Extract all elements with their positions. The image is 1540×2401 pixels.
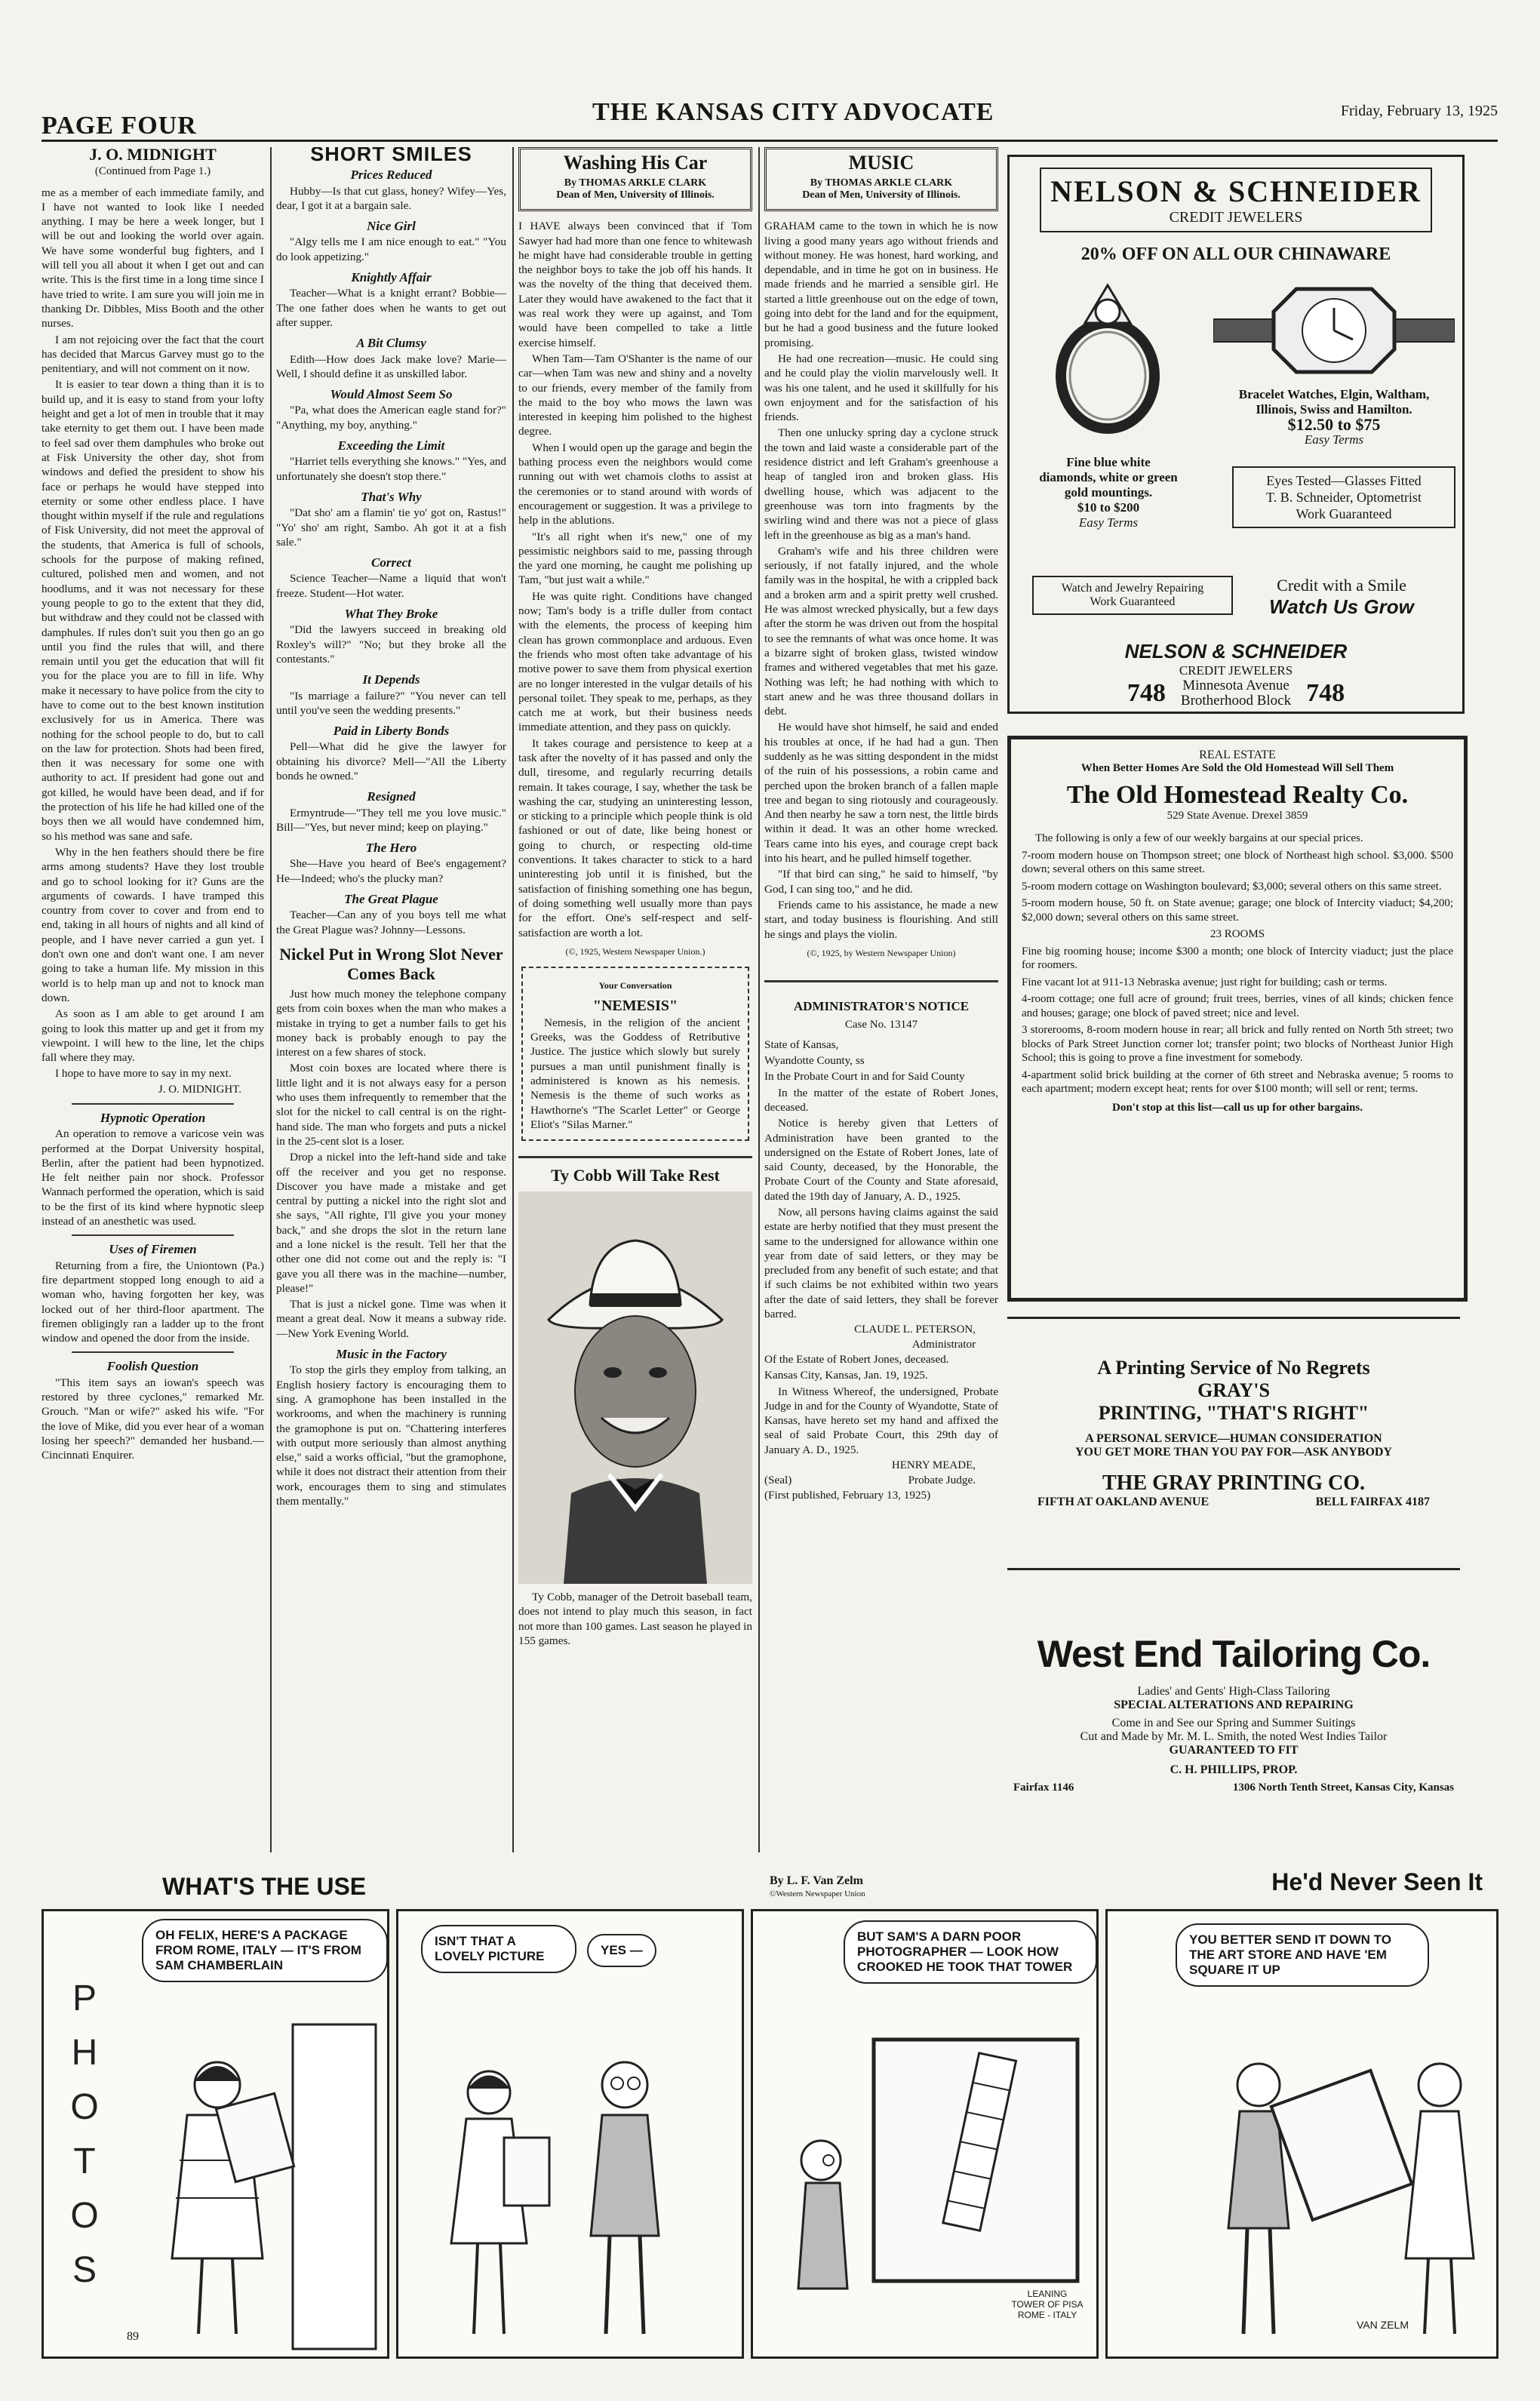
ad-gray-printing [1007,1317,1460,1570]
washing-car-paragraph: When Tam—Tam O'Shanter is the name of our car—when Tam was new and shiny and a novelty to our friends, every member of the family from the maid to the boy who mows the lawn was interested in keeping him polished to the highest degree. [518,352,752,438]
joke-title: Paid in Liberty Bonds [333,724,450,739]
joke-text: "Did the lawyers succeed in breaking old Roxley's will?" "No; but they broke all the contestants." [276,623,506,666]
column-washing-car [518,147,752,1860]
nelson-number-left: 748 [1127,679,1166,707]
ty-cobb-title: Ty Cobb Will Take Rest [551,1166,720,1185]
eyes-line: T. B. Schneider, Optometrist [1266,490,1422,505]
realty-tagline: When Better Homes Are Sold the Old Homestead Will Sell Them [1080,762,1394,774]
smile-line: Credit with a Smile [1277,576,1406,595]
sign-letter: P [72,1978,97,2018]
joke-title: Resigned [367,789,416,804]
bracelet-watch-icon [1213,278,1455,383]
nickel-paragraph: Drop a nickel into the left-hand side and take off the receiver and you get no response. Discover you have made a mistake and get central by putting a nickel into the right slot and she says, "All righte, I'll give you your money back," and she drops the slot in the return lane and a lone nickel is the result. Tell her that the other one did not come out and the reply is: "I gave you all there was in the machine—number, please!" [276,1151,506,1295]
notice-publication: (First published, February 13, 1925) [764,1488,931,1502]
realty-listing: 7-room modern house on Thompson street; one block of Northeast high school. $3,000. $500 down; several others on this same street. [1022,849,1453,875]
sign-letter: O [70,2196,99,2236]
comic-right-title: He'd Never Seen It [1271,1868,1483,1895]
midnight-paragraph: Why in the hen feathers should there be fire arms among students? Have they lost trouble and go to school looking for it? Guns are the arguments of cowards. I have tramped this country from cover to cover and from end to end, taking in all hours of nights and all kind of people, and I have never carried a gun yet. I don't own one and don't want one. I am never going to take a human life. My mission in this world is to help man up and not to knock man down. [41,845,264,1004]
joke-title: Correct [371,555,411,570]
column-music [764,147,998,1860]
nickel-story-title: Nickel Put in Wrong Slot Never Comes Back [279,944,503,983]
notice-line: Wyandotte County, ss [764,1054,865,1068]
eyes-line: Eyes Tested—Glasses Fitted [1266,473,1422,488]
notice-line: In the Probate Court in and for Said County [764,1070,965,1084]
gray-line5: YOU GET MORE THAN YOU PAY FOR—ASK ANYBODY [1074,1446,1393,1459]
speech-bubble: BUT SAM'S A DARN POOR PHOTOGRAPHER — LOOK HOW CROOKED HE TOOK THAT TOWER [844,1920,1097,1984]
ad-old-homestead [1007,736,1468,1302]
notice-witness: In Witness Whereof, the undersigned, Probate Judge in and for the County of Wyandotte, State of Kansas, have hereto set my hand and affixed the seal of said Probate Court, this 29th day of January A. D., 1925. [764,1385,998,1456]
westend-line: SPECIAL ALTERATIONS AND REPAIRING [1114,1699,1354,1711]
realty-listing: 4-apartment solid brick building at the corner of 6th street and Nebraska avenue; 5 rooms to each apartment; modern except heat; rents for over $100 month; will sell or rent; terms. [1022,1068,1453,1095]
ad-nelson-schneider [1007,155,1465,714]
joke-title: The Hero [365,841,417,856]
midnight-signature: J. O. MIDNIGHT. [158,1083,241,1096]
repair-box [1032,576,1233,615]
realty-listing: 5-room modern cottage on Washington boulevard; $3,000; several others on this same street. [1022,880,1442,893]
sign-letter: O [70,2087,99,2127]
music-paragraph: He had one recreation—music. He could sing and he could play the violin marvelously well. It was his one talent, and he used it skillfully for his own enjoyment and for the satisfaction of his friends. [764,352,998,424]
ad-west-end-tailoring [1007,1588,1460,1845]
conversation-text: Nemesis, in the religion of the ancient Greeks, was the Goddess of Retributive Justice. The justice which slowly but surely pursues a man until punishment finally is administered is known as his nemesis. Nemesis is the theme of such works as Hawthorne's "The Scarlet Letter" or George Eliot's "Silas Marner." [530,1016,740,1131]
notice-date: Kansas City, Kansas, Jan. 19, 1925. [764,1369,928,1382]
conversation-box [521,967,749,1141]
realty-address: 529 State Avenue. Drexel 3859 [1167,810,1308,822]
notice-paragraph: Notice is hereby given that Letters of Administration have been granted to the undersigned on the Estate of Robert Jones, late of said County, deceased, by the Honorable, the Probate Court of the County and State aforesaid, dated the 19th day of January, A. D., 1925. [764,1117,998,1203]
gray-line2: GRAY'S [1197,1379,1270,1401]
notice-case: Case No. 13147 [844,1019,918,1031]
music-factory-text: To stop the girls they employ from talking, an English hosiery factory is encouraging them to sing. A gramophone has been installed in the workrooms, and when the machinery is running the gramophone is put on. "Chattering interferes with output more seriously than almost anything else," said a works official, "but the gramophone, while it does not distract their attention from their work, encourages them to sing and stimulates them mentally." [276,1363,506,1508]
music-byline-role: Dean of Men, University of Illinois. [802,189,961,201]
notice-judge-role: Probate Judge. [908,1474,976,1487]
music-paragraph: Then one unlucky spring day a cyclone struck the town and laid waste a considerable part of the residence district and left Graham's greenhouse a heap of tangled iron and broken glass. His dwelling house, which was adjacent to the greenhouse was torn into fragments by the swirling wind and there was not a piece of glass left in the greenhouse as big as a man's hand. [764,426,998,542]
gray-name: THE GRAY PRINTING CO. [1102,1471,1365,1495]
speech-bubble: YES — [587,1934,656,1967]
column-rule [758,147,760,1852]
ring-price: $10 to $200 [1077,500,1140,515]
notice-line: State of Kansas, [764,1038,839,1051]
notice-paragraph: Now, all persons having claims against the said estate are herby notified that they must present the same to the undersigned for allowance within one year from date of said letters, or they may be precluded from any benefit of such estate; and that if such claims be not exhibited within two years after the date of said letters, they shall be forever barred. [764,1206,998,1321]
ty-cobb-photo [518,1191,752,1584]
nickel-paragraph: Just how much money the telephone company gets from coin boxes when the man who makes a mistake in trying to get a number fails to get his money back is probably enough to pay the interest on a few shares of stock. [276,987,506,1059]
tower-caption: LEANING TOWER OF PISA ROME - ITALY [1011,2289,1084,2320]
notice-estate: Of the Estate of Robert Jones, deceased. [764,1352,949,1366]
realty-listing: Fine vacant lot at 911-13 Nebraska avenue; just right for building; cash or terms. [1022,976,1388,988]
realty-name: The Old Homestead Realty Co. [1066,781,1409,809]
gray-line1: A Printing Service of No Regrets [1097,1357,1370,1379]
couple-with-picture-drawing [398,1911,742,2356]
watch-terms: Easy Terms [1304,432,1364,447]
speech-bubble: YOU BETTER SEND IT DOWN TO THE ART STORE AND HAVE 'EM SQUARE IT UP [1176,1923,1429,1987]
door-number: 89 [127,2330,139,2343]
short-smiles-title: SHORT SMILES [310,147,472,165]
joke-text: Science Teacher—Name a liquid that won't freeze. Student—Hot water. [276,572,506,600]
joke-title: Prices Reduced [350,168,432,183]
washing-car-paragraph: "It's all right when it's new," one of my pessimistic neighbors said to me, passing through the yard one morning, he caught me polishing up Tam, "but just wait a while." [518,530,752,587]
newspaper-title: THE KANSAS CITY ADVOCATE [592,98,994,126]
comic-panel-1 [41,1909,389,2359]
ring-terms: Easy Terms [1078,515,1139,530]
eyes-line: Work Guaranteed [1296,506,1392,521]
smile-slogan: Watch Us Grow [1269,595,1414,618]
speech-bubble: OH FELIX, HERE'S A PACKAGE FROM ROME, ITALY — IT'S FROM SAM CHAMBERLAIN [142,1919,388,1982]
westend-line: GUARANTEED TO FIT [1169,1744,1299,1757]
conversation-title: "NEMESIS" [592,998,678,1015]
joke-text: Pell—What did he give the lawyer for obtaining his divorce? Mell—"All the Liberty bonds he owned." [276,740,506,782]
midnight-paragraph: It is easier to tear down a thing than it is to build up, and it is easy to stand from your lofty height and get a lot of men in trouble that it may take eternity to get them out. I have been made to feel sad over them damphules who broke out at Fisk University the other day, shot from windows and defied the president to show his face or perhaps he would have stepped into eternity or some other endless place. I have thought within myself if the rule and regulations of Fisk University, did not meet the approval of the students, that America is full of schools, schools for the purpose of making refined, cultured, polished men and women, and not hoodlums, and it was not necessary for these young people to go to the extent that they did, but withdraw and they could not be classed with damphules. If rules don't suit you then go an go until you find the rules that will, and there remain until you get the education that will fit you for the place you are to fill in life. Why make it necessary to have police from the city to have to come out to the best known institution exclusively for us in America. There was nothing for the school people to do, but to call on the law for protection. Shots had been fired, then it was necessary for some one with authority to act. If president had gone out and got killed, he would have been dead, and if for the protection of his life he had killed one of the boys then we all would have condemned him, so his method was sane and safe. [41,378,264,843]
gray-line4: A PERSONAL SERVICE—HUMAN CONSIDERATION [1085,1432,1382,1445]
nelson-name-footer: NELSON & SCHNEIDER [1124,640,1348,663]
washing-car-header [518,147,752,211]
item-text: Returning from a fire, the Uniontown (Pa.) fire department stopped long enough to aid a woman who, having forgotten her key, was locked out of her third-floor apartment. The firemen obligingly ran a ladder up to the front window and opened the door from the inside. [41,1259,264,1345]
joke-title: Exceeding the Limit [337,438,445,453]
joke-text: "Pa, what does the American eagle stand for?" "Anything, my boy, anything." [276,404,506,432]
realty-rooms-head: 23 ROOMS [1210,928,1265,940]
washing-car-byline-role: Dean of Men, University of Illinois. [556,189,715,201]
sign-letter: S [72,2250,97,2290]
joke-text: She—Have you heard of Bee's engagement? He—Indeed; who's the plucky man? [276,857,506,885]
westend-name: West End Tailoring Co. [1037,1633,1431,1675]
midnight-paragraph: me as a member of each immediate family, and I have not wanted to look like I needed anything. I may be here a week longer, but I will be out and looking the world over again. We have some wonderful bug fighters, and I will tell you all about it when I get out and can write. This is the first time in a long time since I have tried to write. I am sure you will join me in thanking Dr. Dibbles, Miss Booth and the other nurses. [41,186,264,330]
speech-bubble: ISN'T THAT A LOVELY PICTURE [421,1925,576,1973]
conversation-label: Your Conversation [598,980,672,991]
repair-line: Watch and Jewelry Repairing [1061,582,1204,595]
nelson-offer: 20% OFF ON ALL OUR CHINAWARE [1080,244,1391,264]
ring-text: Fine blue white diamonds, white or green gold mountings. [1039,455,1178,500]
music-credit: (©, 1925, by Western Newspaper Union) [807,947,956,958]
diamond-ring-icon [1040,270,1176,436]
midnight-paragraph: I hope to have more to say in my next. [55,1067,232,1081]
joke-title: What They Broke [344,607,438,622]
music-paragraph: "If that bird can sing," he said to himself, "by God, I can sing too," and he did. [764,868,998,896]
repair-line: Work Guaranteed [1090,595,1176,608]
gray-line3: PRINTING, "THAT'S RIGHT" [1098,1402,1369,1424]
music-byline: By THOMAS ARKLE CLARK [810,177,953,189]
joke-text: "Dat sho' am a flamin' tie yo' got on, Rastus!" "Yo' sho' am right, Sambo. Ah got it at a fish sale." [276,506,506,549]
realty-close: Don't stop at this list—call us up for other bargains. [1112,1101,1363,1114]
watch-copy [1221,387,1447,447]
joke-title: Nice Girl [367,219,416,234]
joke-title: Knightly Affair [351,270,432,285]
notice-title: ADMINISTRATOR'S NOTICE [793,999,970,1014]
westend-address: 1306 North Tenth Street, Kansas City, Kansas [1232,1782,1454,1794]
realty-listing: Fine big rooming house; income $300 a month; one block of Intercity viaduct; just the place for roomers. [1022,945,1453,971]
realty-listing: 4-room cottage; one full acre of ground; fruit trees, berries, vines of all kinds; chicken fence and houses; garage; one block of paved street; nice and level. [1022,993,1453,1019]
joke-text: Teacher—What is a knight errant? Bobbie—The one father does when he wants to get out after supper. [276,287,506,329]
issue-date: Friday, February 13, 1925 [1340,103,1498,119]
comic-panel-4 [1105,1909,1499,2359]
column-rule [270,147,272,1852]
music-paragraph: GRAHAM came to the town in which he is now living a good many years ago without friends and without money. He was honest, hard working, and dependable, and in time he got on in business. He made friends and he married a sensible girl. He started a little greenhouse out on the edge of town, going into debt for the land and for the equipment, but he had a good business and the future looked promising. [764,220,998,349]
joke-text: "Harriet tells everything she knows." "Yes, and unfortunately she doesn't stop there." [276,455,506,483]
item-text: "This item says an iowan's speech was restored by three cyclones," remarked Mr. Grouch. "Man or wife?" asked his wife. "For the love of Mike, did you ever hear of a woman losing her speech?" demanded her husband.—Cincinnati Enquirer. [41,1376,264,1462]
joke-text: Hubby—Is that cut glass, honey? Wifey—Yes, dear, I got it at a bargain sale. [276,184,506,212]
washing-car-credit: (©, 1925, Western Newspaper Union.) [565,945,705,957]
joke-title: It Depends [362,672,420,687]
notice-role: Administrator [911,1338,976,1351]
page-number: PAGE FOUR [41,112,197,140]
joke-title: A Bit Clumsy [356,336,426,351]
nickel-paragraph: That is just a nickel gone. Time was when it meant a great deal. Now it means a subway ride.—New York Evening World. [276,1298,506,1340]
nelson-address-line: Minnesota Avenue [1182,678,1289,693]
realty-head: REAL ESTATE [1199,749,1276,761]
joke-text: "Is marriage a failure?" "You never can tell until you've seen the wedding presents." [276,689,506,717]
gray-address: FIFTH AT OAKLAND AVENUE [1037,1496,1210,1508]
washing-car-byline: By THOMAS ARKLE CLARK [564,177,707,189]
nickel-paragraph: Most coin boxes are located where there is little light and it is not always easy for a person who uses them infrequently to remember that the slot for the nickel to call central is on the right-hand side. The man who forgets and puts a nickel in the 25-cent slot is a loser. [276,1062,506,1148]
woman-with-package-drawing [44,1911,387,2356]
watch-price: $12.50 to $75 [1287,415,1381,434]
joke-title: Would Almost Seem So [330,387,453,402]
realty-listing: 5-room modern house, 50 ft. on State avenue; garage; one block of Intercity viaduct; $4,200; $2,000 down; several others on this same street. [1022,897,1453,924]
notice-paragraph: In the matter of the estate of Robert Jones, deceased. [764,1086,998,1114]
nelson-address-line: Brotherhood Block [1180,693,1292,709]
washing-car-paragraph: He was quite right. Conditions have changed now; Tam's body is a trifle duller from contact with the elements, the process of keeping him clean has grown commonplace and arduous. Even the friends who most often take advantage of his motive power to save them from physical exertion are no longer interested in the vulgar details of his personal toilet. They speak to me, perhaps, as they catch me at work, but their business needs immediate attention, and they pass on quickly. [518,589,752,734]
man-holding-picture-drawing [1108,1911,1496,2356]
washing-car-paragraph: When I would open up the garage and begin the bathing process even the neighbors would come running out with wet chamois cloths to assist at the ceremonies or to stand around with words of encouragement or suggestion. It was a privilege to help in the ablutions. [518,441,752,527]
column-midnight [41,147,264,1860]
comic-artist-credit: ©Western Newspaper Union [770,1889,865,1898]
item-title: Uses of Firemen [109,1242,197,1257]
nelson-name: NELSON & SCHNEIDER [1050,174,1422,208]
comic-panel-3 [751,1909,1099,2359]
notice-signer: CLAUDE L. PETERSON, [854,1323,976,1336]
westend-line: Cut and Made by Mr. M. L. Smith, the noted West Indies Tailor [1080,1730,1388,1743]
item-title: Foolish Question [106,1359,199,1374]
comic-title: WHAT'S THE USE [162,1873,367,1900]
ring-copy [1037,455,1180,530]
joke-text: "Algy tells me I am nice enough to eat." "You do look appetizing." [276,235,506,263]
sign-letter: T [73,2141,96,2181]
watch-text: Bracelet Watches, Elgin, Waltham, Illinois, Swiss and Hamilton. [1238,387,1430,417]
joke-text: Edith—How does Jack make love? Marie—Well, I should define it as unskilled labor. [276,352,506,380]
notice-seal: (Seal) [764,1474,792,1487]
gray-phone: BELL FAIRFAX 4187 [1315,1496,1430,1508]
music-paragraph: He would have shot himself, he said and ended his troubles at once, if he had had a gun. Then suddenly as he was sitting despondent in the midst of the ruin of his possessions, a robin came and perched upon the broken branch of a fallen maple tree and began to sing riotously and courageously. And then nearby he saw a torn nest, the little birds within it dead. It was an other home wrecked. Tears came into his eyes, and courage crept back into his heart, and he pulled himself together. [764,721,998,865]
joke-text: Ermyntrude—"They tell me you love music." Bill—"Yes, but never mind; keep on playing." [276,806,506,834]
realty-listing: 3 storerooms, 8-room modern house in rear; all brick and fully rented on North 5th street; two blocks of Park Street Junction corner lot; transfer point; two blocks of Northeast Junior High School; this is going to prove a fine investment for somebody. [1022,1024,1453,1064]
midnight-paragraph: As soon as I am able to get around I am going to look this matter up and get it from my viewpoint. I will hew to the line, let the chips fall where they may. [41,1007,264,1065]
nelson-number-right: 748 [1306,679,1345,707]
joke-title: That's Why [361,489,422,504]
westend-prop: C. H. PHILLIPS, PROP. [1170,1763,1298,1776]
comic-strip [41,1858,1498,2401]
music-factory-title: Music in the Factory [336,1347,447,1362]
nelson-sub-footer: CREDIT JEWELERS [1179,663,1293,678]
washing-car-paragraph: I HAVE always been convinced that if Tom Sawyer had had more than one fence to whitewash he might have had considerable trouble in getting the neighbor boys to take the job off his hands. It was the novelty of the thing that deceived them. Later they would have awakened to the fact that it was real work they were up against, and Tom would have been compelled to take a little exercise himself. [518,220,752,349]
optometrist-box [1232,466,1455,528]
washing-car-title: Washing His Car [563,152,708,174]
nelson-sub: CREDIT JEWELERS [1169,209,1303,226]
comic-artist: By L. F. Van Zelm [770,1874,863,1887]
smile-copy [1236,576,1447,619]
ty-cobb-caption: Ty Cobb, manager of the Detroit baseball team, does not intend to play much this season, in fact not more than 100 games. Last season he played in 155 games. [518,1591,752,1647]
joke-text: Teacher—Can any of you boys tell me what the Great Plague was? Johnny—Lessons. [276,908,506,936]
midnight-paragraph: I am not rejoicing over the fact that the court has decided that Marcus Garvey must go to the penitentiary, and will not comment on it now. [41,333,264,376]
item-title: Hypnotic Operation [100,1111,206,1125]
joke-title: The Great Plague [344,892,438,907]
music-paragraph: Friends came to his assistance, he made a new start, and today business is flourishing. And still he sings and plays the violin. [764,898,998,941]
masthead-rule [41,140,1498,142]
midnight-subtitle: (Continued from Page 1.) [94,165,211,178]
artist-signature: VAN ZELM [1357,2319,1409,2331]
column-short-smiles [276,147,506,1860]
column-rule [512,147,514,1852]
westend-phone: Fairfax 1146 [1013,1782,1074,1794]
item-text: An operation to remove a varicose vein was performed at the Dorpat University hospital, Berlin, after the patient had been hypnotized. He felt neither pain nor shock. Professor Wannach performed the operation, which is said to be the first of its kind where hypnotic sleep instead of an anesthetic was used. [41,1127,264,1228]
music-paragraph: Graham's wife and his three children were seriously, if not fatally injured, and the whole family was in the hospital, he with a crippled back and a broken arm and a spirit pretty well crushed. He was almost wrecked physically, but a few days after the storm he was driven out from the hospital to see the remnants of what was once home. It was a bizarre sight of broken glass, twisted window frames and withered vegetables that met his gaze. Nothing was left; he had nothing with which to start anew and he was three thousand dollars in debt. [764,544,998,718]
masthead [41,98,1498,143]
midnight-title: J. O. MIDNIGHT [89,147,217,164]
washing-car-paragraph: It takes courage and persistence to keep at a task after the novelty of it has passed and only the dull, tiresome, and regularly recurring details remain. It takes courage, I say, whether the task be washing the car, studying an uninteresting lesson, or sticking to a principle which people think is old fashioned or out of date, like being honest or going to church, or respecting old-time conventions. It takes character to stick to a hard uninteresting job until it is finished, but the satisfaction of finishing something one has begun, of doing something well usually more than pays for the effort. One's self-respect and self-satisfaction are worth a lot. [518,736,752,939]
music-header [764,147,998,211]
notice-judge: HENRY MEADE, [891,1459,976,1472]
sign-letter: H [71,2033,98,2073]
music-title: MUSIC [848,152,914,174]
comic-panel-2 [396,1909,744,2359]
westend-line: Ladies' and Gents' High-Class Tailoring [1137,1685,1330,1698]
westend-line: Come in and See our Spring and Summer Suitings [1111,1717,1356,1729]
realty-intro: The following is only a few of our weekly bargains at our special prices. [1035,832,1363,844]
